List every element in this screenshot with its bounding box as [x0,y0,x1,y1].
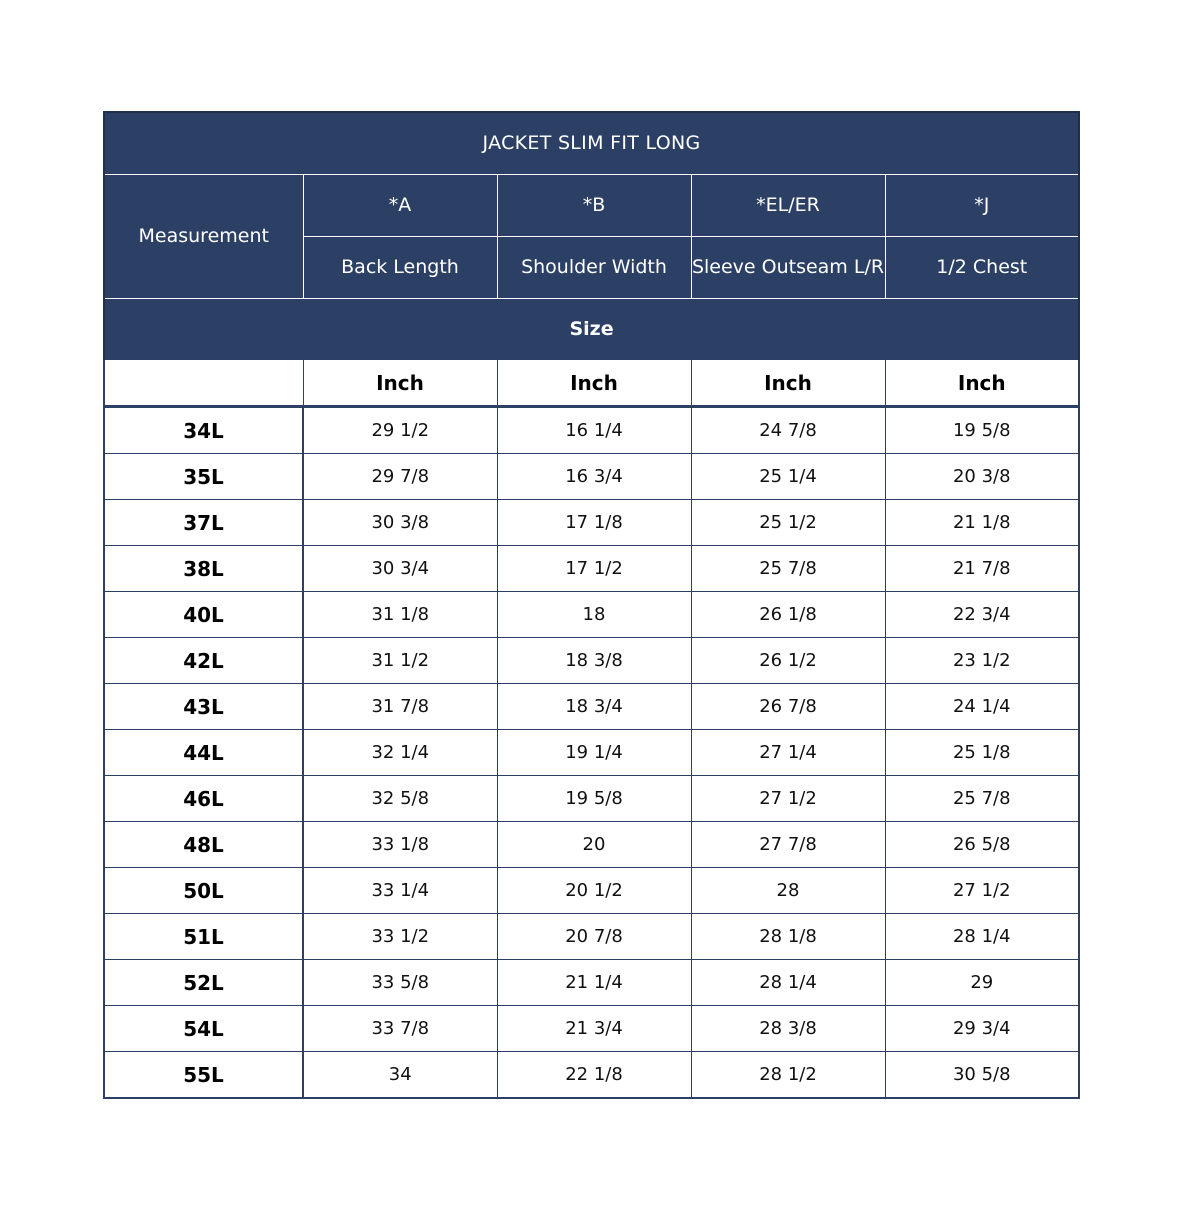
value-cell: 32 5/8 [303,776,497,822]
column-code-a: *A [303,174,497,236]
value-cell: 19 5/8 [885,407,1079,454]
value-cell: 18 [497,592,691,638]
value-cell: 16 1/4 [497,407,691,454]
value-cell: 33 1/2 [303,914,497,960]
value-cell: 21 7/8 [885,546,1079,592]
value-cell: 19 5/8 [497,776,691,822]
column-label-sleeve-outseam [691,236,885,298]
value-cell: 25 1/4 [691,454,885,500]
value-cell: 34 [303,1052,497,1099]
table-row [104,822,1079,868]
size-cell: 46L [104,776,303,822]
table-row [104,684,1079,730]
value-cell: 30 3/8 [303,500,497,546]
table-row [104,454,1079,500]
size-cell: 42L [104,638,303,684]
size-chart-table [103,111,1080,1099]
size-cell: 54L [104,1006,303,1052]
value-cell: 26 7/8 [691,684,885,730]
value-cell: 23 1/2 [885,638,1079,684]
column-code-j: *J [885,174,1079,236]
value-cell: 18 3/8 [497,638,691,684]
value-cell: 17 1/8 [497,500,691,546]
table-title-text: JACKET SLIM FIT LONG [482,132,701,155]
table-row [104,776,1079,822]
value-cell: 28 1/8 [691,914,885,960]
value-cell: 30 3/4 [303,546,497,592]
size-cell: 34L [104,407,303,454]
value-cell: 27 1/2 [691,776,885,822]
value-cell: 25 7/8 [691,546,885,592]
size-cell: 48L [104,822,303,868]
title-row [104,112,1079,174]
unit-cell: Inch [303,360,497,407]
table-row [104,592,1079,638]
value-cell: 33 5/8 [303,960,497,1006]
size-header-row [104,298,1079,360]
value-cell: 21 1/8 [885,500,1079,546]
column-label-back-length: Back Length [303,236,497,298]
value-cell: 17 1/2 [497,546,691,592]
value-cell: 26 5/8 [885,822,1079,868]
value-cell: 20 3/8 [885,454,1079,500]
table-row [104,960,1079,1006]
value-cell: 31 1/8 [303,592,497,638]
table-row [104,914,1079,960]
table-row [104,546,1079,592]
value-cell: 30 5/8 [885,1052,1079,1099]
size-cell: 51L [104,914,303,960]
value-cell: 28 1/4 [885,914,1079,960]
value-cell: 32 1/4 [303,730,497,776]
value-cell: 29 7/8 [303,454,497,500]
size-cell: 55L [104,1052,303,1099]
size-cell: 43L [104,684,303,730]
value-cell: 19 1/4 [497,730,691,776]
size-cell: 52L [104,960,303,1006]
size-cell: 35L [104,454,303,500]
table-row [104,1006,1079,1052]
value-cell: 22 1/8 [497,1052,691,1099]
code-row [104,174,1079,236]
size-cell: 37L [104,500,303,546]
value-cell: 33 1/4 [303,868,497,914]
value-cell: 22 3/4 [885,592,1079,638]
value-cell: 29 3/4 [885,1006,1079,1052]
table-row [104,730,1079,776]
unit-cell: Inch [497,360,691,407]
size-cell: 50L [104,868,303,914]
value-cell: 25 1/2 [691,500,885,546]
value-cell: 27 1/2 [885,868,1079,914]
value-cell: 28 1/2 [691,1052,885,1099]
size-cell: 40L [104,592,303,638]
value-cell: 20 1/2 [497,868,691,914]
value-cell: 28 1/4 [691,960,885,1006]
value-cell: 20 [497,822,691,868]
table-row [104,1052,1079,1099]
sleeve-outseam-text: Sleeve Outseam L/R [691,255,885,278]
value-cell: 33 7/8 [303,1006,497,1052]
table-title [104,112,1079,174]
unit-cell-empty [104,360,303,407]
value-cell: 25 7/8 [885,776,1079,822]
table-row [104,638,1079,684]
column-label-shoulder-width: Shoulder Width [497,236,691,298]
value-cell: 28 3/8 [691,1006,885,1052]
value-cell: 27 7/8 [691,822,885,868]
value-cell: 31 1/2 [303,638,497,684]
unit-row [104,360,1079,407]
size-cell: 38L [104,546,303,592]
value-cell: 21 1/4 [497,960,691,1006]
value-cell: 28 [691,868,885,914]
table-row [104,407,1079,454]
value-cell: 29 1/2 [303,407,497,454]
value-cell: 16 3/4 [497,454,691,500]
value-cell: 26 1/2 [691,638,885,684]
value-cell: 33 1/8 [303,822,497,868]
value-cell: 25 1/8 [885,730,1079,776]
unit-cell: Inch [885,360,1079,407]
value-cell: 31 7/8 [303,684,497,730]
column-code-b: *B [497,174,691,236]
table-row [104,868,1079,914]
value-cell: 29 [885,960,1079,1006]
column-label-half-chest: 1/2 Chest [885,236,1079,298]
value-cell: 21 3/4 [497,1006,691,1052]
table-row [104,500,1079,546]
unit-cell: Inch [691,360,885,407]
column-code-el-er: *EL/ER [691,174,885,236]
value-cell: 24 1/4 [885,684,1079,730]
value-cell: 20 7/8 [497,914,691,960]
size-cell: 44L [104,730,303,776]
value-cell: 27 1/4 [691,730,885,776]
size-header: Size [104,298,1079,360]
value-cell: 26 1/8 [691,592,885,638]
value-cell: 18 3/4 [497,684,691,730]
value-cell: 24 7/8 [691,407,885,454]
measurement-header: Measurement [104,174,303,298]
